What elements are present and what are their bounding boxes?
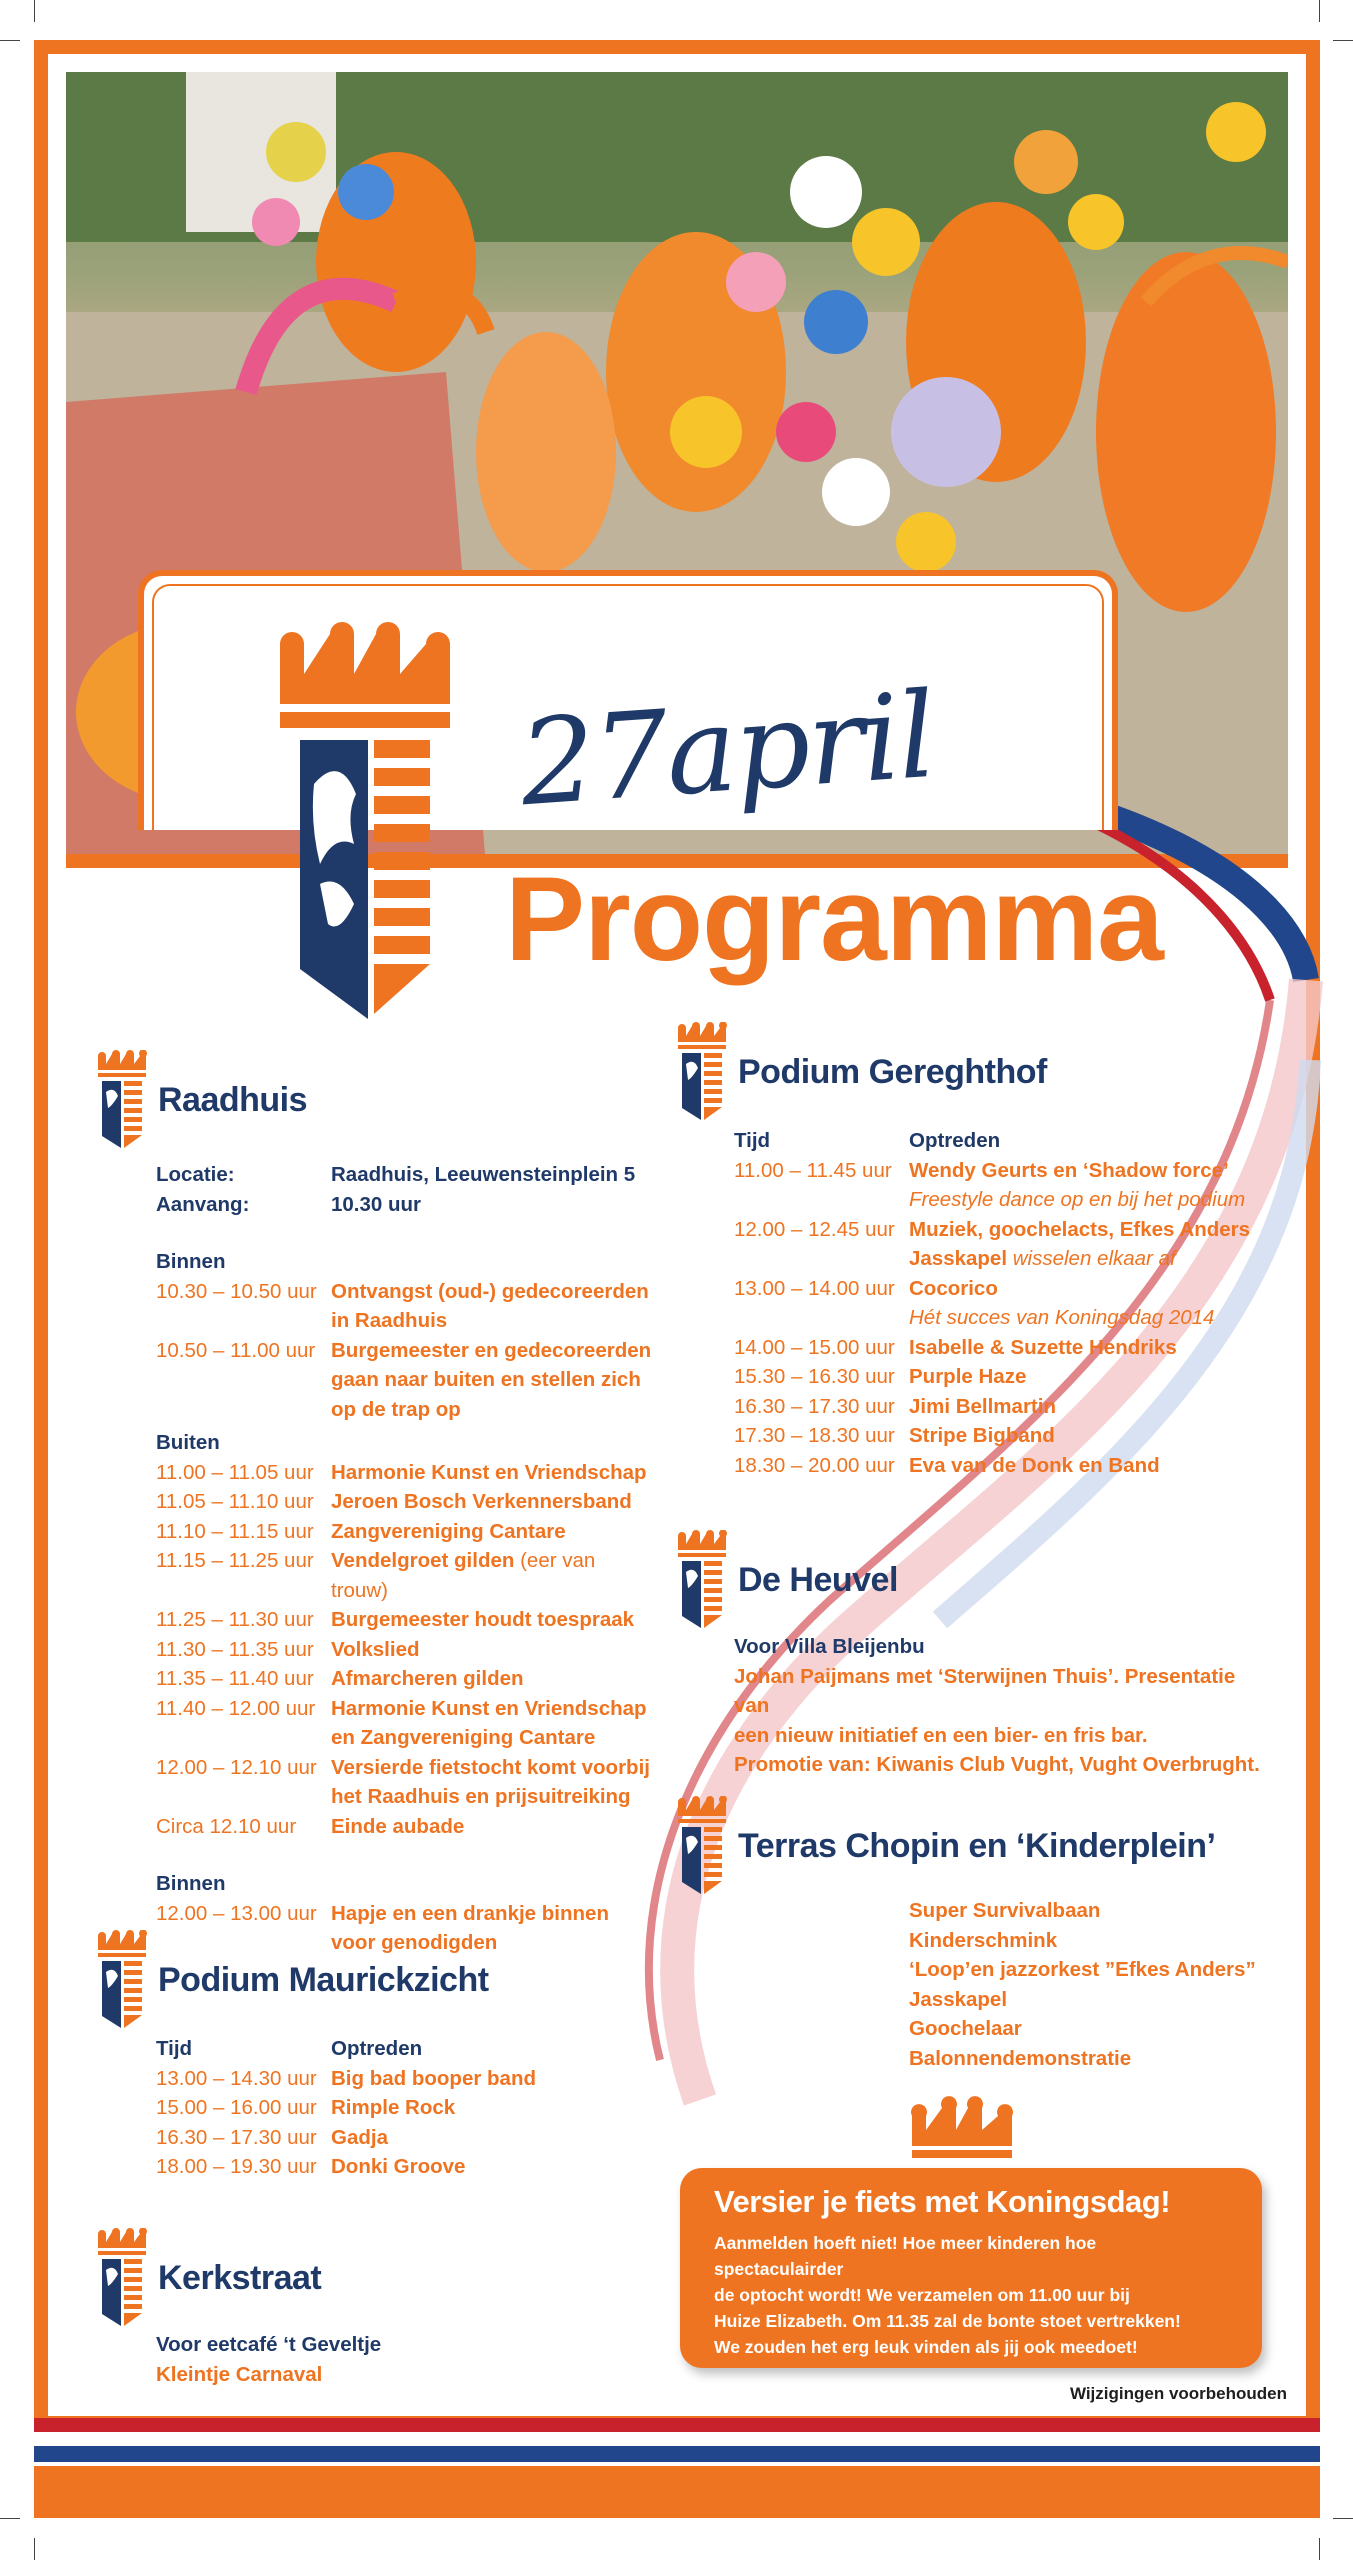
crop-mark xyxy=(0,2518,20,2519)
act: Muziek, goochelacts, Efkes Anders xyxy=(909,1217,1251,1241)
optreden-label: Optreden xyxy=(909,1129,1001,1152)
time: 11.10 – 11.15 uur xyxy=(156,1519,314,1543)
crop-mark xyxy=(1319,2538,1320,2560)
kerkstraat-location: Voor eetcafé ‘t Geveltje xyxy=(156,2333,382,2356)
act: op de trap op xyxy=(331,1397,461,1421)
crown-icon xyxy=(908,2096,1016,2160)
act: Zangvereniging Cantare xyxy=(331,1519,566,1543)
list-item: ‘Loop’en jazzorkest ”Efkes Anders” xyxy=(909,1958,1256,1981)
time: 15.30 – 16.30 uur xyxy=(734,1365,895,1388)
section-title: Raadhuis xyxy=(158,1080,308,1119)
section-kerkstraat xyxy=(96,2228,656,2389)
time: 15.00 – 16.00 uur xyxy=(156,2096,317,2119)
locatie-label: Locatie: xyxy=(156,1163,235,1186)
crop-mark xyxy=(1333,40,1353,41)
act: Harmonie Kunst en Vriendschap xyxy=(331,1460,647,1484)
orange-band xyxy=(34,2466,1320,2518)
section-title: De Heuvel xyxy=(738,1560,898,1599)
crest-icon xyxy=(96,1050,148,1150)
binnen-label: Binnen xyxy=(156,1872,226,1895)
act: Rimple Rock xyxy=(331,2096,456,2119)
event-date: 27april xyxy=(515,665,939,833)
time: 11.05 – 11.10 uur xyxy=(156,1490,314,1513)
act: Einde aubade xyxy=(331,1814,465,1838)
time: 11.00 – 11.05 uur xyxy=(156,1460,314,1484)
time: 11.35 – 11.40 uur xyxy=(156,1667,314,1690)
act: voor genodigden xyxy=(331,1931,498,1954)
disclaimer: Wijzigingen voorbehouden xyxy=(1069,2384,1287,2403)
act: Versierde fietstocht komt voorbij xyxy=(331,1755,650,1779)
act: Burgemeester en gedecoreerden xyxy=(331,1338,652,1362)
crest-icon xyxy=(676,1530,728,1630)
act: Stripe Bigband xyxy=(909,1424,1055,1447)
act: Volkslied xyxy=(331,1637,420,1661)
act-note: wisselen elkaar af xyxy=(1012,1247,1176,1270)
locatie-value: Raadhuis, Leeuwensteinplein 5 xyxy=(331,1163,636,1186)
time: 13.00 – 14.30 uur xyxy=(156,2066,317,2090)
crop-mark xyxy=(34,0,35,22)
kerkstraat-act: Kleintje Carnaval xyxy=(156,2362,323,2386)
act: Harmonie Kunst en Vriendschap xyxy=(331,1696,647,1720)
act: Hapje en een drankje binnen xyxy=(331,1901,609,1925)
crest-icon xyxy=(96,2228,148,2328)
act: Afmarcheren gilden xyxy=(331,1667,524,1690)
flag-stripe-red xyxy=(34,2418,1320,2432)
time: 10.30 – 10.50 uur xyxy=(156,1279,317,1303)
time: 17.30 – 18.30 uur xyxy=(734,1424,895,1447)
act: en Zangvereniging Cantare xyxy=(331,1726,596,1749)
act: Vendelgroet gilden xyxy=(331,1549,515,1572)
act-note: Hét succes van Koningsdag 2014 xyxy=(909,1306,1215,1329)
crest-icon xyxy=(676,1022,728,1122)
act: Burgemeester houdt toespraak xyxy=(331,1608,635,1631)
time: 10.50 – 11.00 uur xyxy=(156,1338,316,1362)
act: Jimi Bellmartin xyxy=(909,1394,1056,1418)
section-maurickzicht xyxy=(96,1930,656,2182)
crop-mark xyxy=(34,2538,35,2560)
heuvel-text: Promotie van: Kiwanis Club Vught, Vught Overbrught. xyxy=(734,1753,1260,1776)
crop-mark xyxy=(0,40,20,41)
optreden-label: Optreden xyxy=(331,2037,423,2060)
act: Gadja xyxy=(331,2125,388,2149)
act: Big bad booper band xyxy=(331,2066,536,2090)
list-item: Goochelaar xyxy=(909,2017,1022,2040)
section-gereghthof xyxy=(676,1022,1276,1480)
time: 11.25 – 11.30 uur xyxy=(156,1608,314,1631)
time: 14.00 – 15.00 uur xyxy=(734,1335,895,1359)
aanvang-label: Aanvang: xyxy=(156,1192,250,1216)
time: 12.00 – 13.00 uur xyxy=(156,1901,317,1925)
act: Purple Haze xyxy=(909,1365,1027,1388)
act: in Raadhuis xyxy=(331,1309,448,1332)
section-raadhuis xyxy=(96,1050,656,1958)
section-title: Terras Chopin en ‘Kinderplein’ xyxy=(738,1826,1216,1865)
list-item: Balonnendemonstratie xyxy=(909,2046,1132,2070)
section-title: Podium Maurickzicht xyxy=(158,1960,489,1999)
act: Ontvangst (oud-) gedecoreerden xyxy=(331,1279,649,1303)
act-note: Freestyle dance op en bij het podium xyxy=(909,1188,1246,1211)
time: 18.30 – 20.00 uur xyxy=(734,1453,895,1477)
list-item: Jasskapel xyxy=(909,1987,1008,2011)
callout-text: We zouden het erg leuk vinden als jij ook meedoet! xyxy=(714,2337,1138,2357)
heuvel-text: een nieuw initiatief en een bier- en fris bar. xyxy=(734,1723,1148,1747)
callout-text: de optocht wordt! We verzamelen om 11.00 uur bij xyxy=(714,2285,1130,2305)
binnen-label: Binnen xyxy=(156,1250,226,1273)
crest-icon xyxy=(676,1796,728,1896)
section-title: Podium Gereghthof xyxy=(738,1052,1047,1091)
flag-stripe-white xyxy=(34,2432,1320,2446)
act: Jasskapel xyxy=(909,1247,1008,1270)
act: Eva van de Donk en Band xyxy=(909,1453,1160,1477)
tijd-label: Tijd xyxy=(734,1129,771,1152)
time: 11.30 – 11.35 uur xyxy=(156,1637,314,1661)
crop-mark xyxy=(1333,2518,1353,2519)
time: 11.00 – 11.45 uur xyxy=(734,1158,892,1182)
section-terras-chopin xyxy=(676,1796,1316,2073)
heuvel-text: Johan Paijmans met ‘Sterwijnen Thuis’. Presentatie van xyxy=(734,1664,1236,1717)
time: 18.00 – 19.30 uur xyxy=(156,2155,317,2178)
callout-title: Versier je fiets met Koningsdag! xyxy=(714,2184,1171,2219)
crest-icon xyxy=(96,1930,148,2030)
bike-decoration-callout xyxy=(680,2168,1262,2368)
act: Isabelle & Suzette Hendriks xyxy=(909,1335,1177,1359)
list-item: Super Survivalbaan xyxy=(909,1899,1101,1922)
time: Circa 12.10 uur xyxy=(156,1814,297,1838)
crop-mark xyxy=(1319,0,1320,22)
buiten-label: Buiten xyxy=(156,1431,220,1454)
act: het Raadhuis en prijsuitreiking xyxy=(331,1785,631,1808)
aanvang-value: 10.30 uur xyxy=(331,1192,422,1216)
act: gaan naar buiten en stellen zich xyxy=(331,1368,641,1391)
time: 11.40 – 12.00 uur xyxy=(156,1696,316,1720)
time: 13.00 – 14.00 uur xyxy=(734,1276,895,1300)
flag-stripe-blue xyxy=(34,2446,1320,2462)
time: 16.30 – 17.30 uur xyxy=(734,1394,895,1418)
time: 12.00 – 12.45 uur xyxy=(734,1217,895,1241)
vught-crest-logo xyxy=(250,604,480,1024)
act-suffix: (eer van trouw) xyxy=(331,1549,596,1602)
time: 11.15 – 11.25 uur xyxy=(156,1549,314,1572)
page-title: Programma xyxy=(505,852,1163,986)
act: Wendy Geurts en ‘Shadow force’ xyxy=(909,1158,1229,1182)
tijd-label: Tijd xyxy=(156,2037,193,2060)
callout-text: Aanmelden hoeft niet! Hoe meer kinderen hoe spectaculairder xyxy=(714,2233,1097,2279)
section-title: Kerkstraat xyxy=(158,2258,322,2297)
act: Cocorico xyxy=(909,1276,998,1300)
callout-text: Huize Elizabeth. Om 11.35 zal de bonte stoet vertrekken! xyxy=(714,2311,1181,2331)
act: Jeroen Bosch Verkennersband xyxy=(331,1490,632,1513)
section-de-heuvel xyxy=(676,1530,1276,1780)
time: 16.30 – 17.30 uur xyxy=(156,2125,317,2149)
act: Donki Groove xyxy=(331,2155,466,2178)
list-item: Kinderschmink xyxy=(909,1928,1058,1952)
heuvel-location: Voor Villa Bleijenbu xyxy=(734,1635,925,1658)
time: 12.00 – 12.10 uur xyxy=(156,1755,317,1779)
